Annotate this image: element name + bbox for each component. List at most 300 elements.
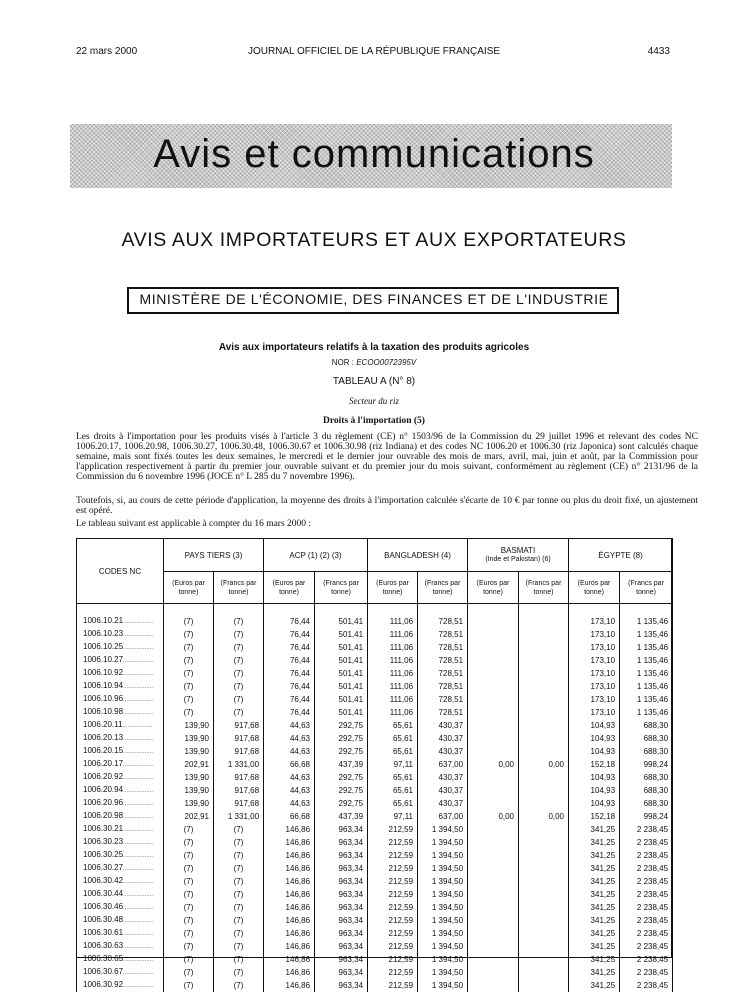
table-frame [76, 538, 672, 958]
nor-label: NOR : [332, 358, 354, 367]
group-header: PAYS TIERS (3) [164, 539, 264, 572]
leader-dots: .................. [123, 814, 153, 820]
rate-cell: 1 135,46 [620, 641, 673, 654]
rate-cell: 65,61 [368, 797, 418, 810]
rate-cell: 501,41 [315, 641, 368, 654]
rate-cell: 111,06 [368, 641, 418, 654]
nc-code: 1006.30.42 [83, 876, 123, 885]
rate-cell: 917,68 [214, 719, 264, 732]
rate-cell: 212,59 [368, 862, 418, 875]
rate-cell: 292,75 [315, 771, 368, 784]
rate-cell: 212,59 [368, 940, 418, 953]
rate-cell: 173,10 [569, 693, 620, 706]
nc-code: 1006.10.96 [83, 694, 123, 703]
rate-cell: (7) [214, 693, 264, 706]
rate-cell: 728,51 [418, 615, 468, 628]
rate-cell: 146,86 [264, 953, 315, 966]
rate-cell: 963,34 [315, 901, 368, 914]
unit-euros-header: (Euros par tonne) [164, 572, 214, 604]
rate-cell: 688,30 [620, 719, 673, 732]
rate-cell: 917,68 [214, 784, 264, 797]
rate-cell: (7) [164, 680, 214, 693]
rate-cell: 65,61 [368, 745, 418, 758]
rate-cell: (7) [164, 914, 214, 927]
rate-cell: 173,10 [569, 667, 620, 680]
rate-cell: 292,75 [315, 745, 368, 758]
rate-cell: 341,25 [569, 953, 620, 966]
nc-code: 1006.20.17 [83, 759, 123, 768]
rate-cell: 430,37 [418, 784, 468, 797]
nc-code: 1006.30.48 [83, 915, 123, 924]
rate-cell: 139,90 [164, 797, 214, 810]
rate-cell: 917,68 [214, 797, 264, 810]
leader-dots: .................. [123, 944, 153, 950]
ministry-name: MINISTÈRE DE L'ÉCONOMIE, DES FINANCES ET DE L'INDUSTRIE [0, 291, 748, 307]
paragraph-2: Toutefois, si, au cours de cette période d'application, la moyenne des droits à l'importation calculée s'écarte de 10 € par tonne ou plus du droit fixé, un ajustement est opéré. [76, 496, 698, 516]
journal-title: JOURNAL OFFICIEL DE LA RÉPUBLIQUE FRANÇAISE [0, 46, 748, 57]
leader-dots: .................. [123, 866, 153, 872]
unit-francs-header: (Francs par tonne) [519, 572, 569, 604]
rate-cell: (7) [214, 654, 264, 667]
rate-cell: 76,44 [264, 693, 315, 706]
rate-cell: 0,00 [468, 810, 519, 823]
rate-cell: (7) [214, 888, 264, 901]
rate-cell: 173,10 [569, 680, 620, 693]
rate-cell: 437,39 [315, 758, 368, 771]
rate-cell: 292,75 [315, 719, 368, 732]
nc-code: 1006.10.94 [83, 681, 123, 690]
rate-cell: (7) [214, 823, 264, 836]
rate-cell: (7) [214, 914, 264, 927]
rate-cell: 917,68 [214, 745, 264, 758]
rate-cell: 146,86 [264, 927, 315, 940]
rate-cell: 430,37 [418, 719, 468, 732]
rate-cell: 44,63 [264, 797, 315, 810]
section-title: AVIS AUX IMPORTATEURS ET AUX EXPORTATEURS [0, 229, 748, 252]
unit-euros-header: (Euros par tonne) [569, 572, 620, 604]
rate-cell: 146,86 [264, 914, 315, 927]
rate-cell: 1 394,50 [418, 888, 468, 901]
rate-cell: 76,44 [264, 641, 315, 654]
rate-cell: 1 331,00 [214, 758, 264, 771]
rate-cell: (7) [164, 901, 214, 914]
leader-dots: .................. [123, 970, 153, 976]
rate-cell: (7) [164, 641, 214, 654]
rate-cell: 0,00 [519, 810, 569, 823]
rate-cell: (7) [214, 966, 264, 979]
rate-cell: 212,59 [368, 901, 418, 914]
rate-cell: 1 394,50 [418, 875, 468, 888]
rate-cell: 111,06 [368, 628, 418, 641]
rate-cell: 2 238,45 [620, 979, 673, 992]
leader-dots: .................. [123, 931, 153, 937]
rate-cell: (7) [214, 667, 264, 680]
leader-dots: .................. [123, 957, 153, 963]
rate-cell: 146,86 [264, 966, 315, 979]
rate-cell: (7) [164, 823, 214, 836]
rate-cell: 65,61 [368, 732, 418, 745]
rate-cell: 152,18 [569, 758, 620, 771]
rate-cell: 2 238,45 [620, 940, 673, 953]
leader-dots: .................. [123, 827, 153, 833]
nc-code: 1006.30.46 [83, 902, 123, 911]
rate-cell: 2 238,45 [620, 849, 673, 862]
rate-cell: (7) [214, 901, 264, 914]
rate-cell: 430,37 [418, 771, 468, 784]
section-heading: Droits à l'importation (5) [0, 416, 748, 426]
rate-cell: 2 238,45 [620, 914, 673, 927]
group-header: ACP (1) (2) (3) [264, 539, 368, 572]
leader-dots: .................. [123, 632, 153, 638]
page-number: 4433 [648, 46, 670, 57]
nc-code: 1006.20.98 [83, 811, 123, 820]
leader-dots: .................. [123, 671, 153, 677]
rate-cell: 2 238,45 [620, 823, 673, 836]
rate-cell: 292,75 [315, 784, 368, 797]
rate-cell: 341,25 [569, 914, 620, 927]
paragraph-3: Le tableau suivant est applicable à compter du 16 mars 2000 : [76, 519, 698, 529]
unit-francs-header: (Francs par tonne) [620, 572, 673, 604]
rate-cell: 688,30 [620, 732, 673, 745]
rate-cell: 104,93 [569, 771, 620, 784]
rate-cell: 173,10 [569, 706, 620, 719]
nc-code: 1006.10.27 [83, 655, 123, 664]
rate-cell: 104,93 [569, 784, 620, 797]
nc-code: 1006.30.27 [83, 863, 123, 872]
rate-cell: 1 135,46 [620, 680, 673, 693]
unit-francs-header: (Francs par tonne) [315, 572, 368, 604]
rate-cell: 146,86 [264, 823, 315, 836]
rate-cell: 76,44 [264, 680, 315, 693]
nc-code: 1006.20.11 [83, 720, 122, 729]
rate-cell: 202,91 [164, 758, 214, 771]
leader-dots: .................. [123, 918, 153, 924]
rate-cell: 963,34 [315, 849, 368, 862]
rate-cell: 1 394,50 [418, 836, 468, 849]
nc-code: 1006.10.21 [83, 616, 123, 625]
unit-euros-header: (Euros par tonne) [468, 572, 519, 604]
rate-cell: 341,25 [569, 888, 620, 901]
leader-dots: .................. [123, 853, 153, 859]
rate-cell: 2 238,45 [620, 836, 673, 849]
banner-title: Avis et communications [0, 132, 748, 177]
rate-cell: 97,11 [368, 810, 418, 823]
leader-dots: .................. [123, 983, 153, 989]
leader-dots: .................. [123, 762, 153, 768]
issue-date: 22 mars 2000 [76, 46, 137, 57]
rate-cell: 146,86 [264, 875, 315, 888]
rate-cell: 146,86 [264, 979, 315, 992]
nc-code: 1006.30.67 [83, 967, 123, 976]
rate-cell: 1 394,50 [418, 849, 468, 862]
table-row [77, 979, 673, 992]
rate-cell: 111,06 [368, 693, 418, 706]
rate-cell: (7) [164, 615, 214, 628]
rate-cell: (7) [214, 628, 264, 641]
rate-cell: 963,34 [315, 979, 368, 992]
rate-cell: 146,86 [264, 888, 315, 901]
rate-cell: 104,93 [569, 719, 620, 732]
nc-code: 1006.10.98 [83, 707, 123, 716]
rate-cell: 66,68 [264, 810, 315, 823]
codes-header: CODES NC [77, 539, 164, 604]
rate-cell: (7) [214, 862, 264, 875]
leader-dots: .................. [123, 775, 153, 781]
rate-cell: 1 135,46 [620, 706, 673, 719]
rate-cell: 104,93 [569, 797, 620, 810]
rate-cell: 292,75 [315, 732, 368, 745]
rate-cell: 501,41 [315, 654, 368, 667]
rate-cell: 998,24 [620, 810, 673, 823]
rate-cell: 104,93 [569, 732, 620, 745]
nc-code: 1006.20.92 [83, 772, 123, 781]
rate-cell: (7) [164, 927, 214, 940]
rate-cell: (7) [214, 953, 264, 966]
rate-cell: 688,30 [620, 771, 673, 784]
rate-cell: 2 238,45 [620, 966, 673, 979]
rate-cell: 963,34 [315, 836, 368, 849]
rate-cell: 2 238,45 [620, 953, 673, 966]
rate-cell: (7) [214, 979, 264, 992]
rate-cell: 66,68 [264, 758, 315, 771]
rate-cell: (7) [164, 628, 214, 641]
rate-cell: 1 394,50 [418, 862, 468, 875]
nc-code: 1006.10.23 [83, 629, 123, 638]
rate-cell: 341,25 [569, 940, 620, 953]
rate-cell: 97,11 [368, 758, 418, 771]
rate-cell: 1 394,50 [418, 966, 468, 979]
rate-cell: 1 394,50 [418, 901, 468, 914]
rate-cell: 1 394,50 [418, 927, 468, 940]
leader-dots: .................. [123, 684, 153, 690]
table-row [77, 966, 673, 979]
rate-cell: (7) [164, 862, 214, 875]
group-header: ÉGYPTE (8) [569, 539, 673, 572]
nc-code-cell [77, 979, 164, 992]
rate-cell: 139,90 [164, 745, 214, 758]
rate-cell: 998,24 [620, 758, 673, 771]
rate-cell: (7) [214, 706, 264, 719]
nc-code: 1006.30.25 [83, 850, 123, 859]
rate-cell: 728,51 [418, 706, 468, 719]
rate-cell [468, 979, 519, 992]
unit-euros-header: (Euros par tonne) [264, 572, 315, 604]
rate-cell: 44,63 [264, 732, 315, 745]
rate-cell: 963,34 [315, 823, 368, 836]
rate-cell: 139,90 [164, 771, 214, 784]
rate-cell: (7) [214, 875, 264, 888]
rate-cell: 173,10 [569, 641, 620, 654]
rate-cell: 111,06 [368, 615, 418, 628]
rate-cell: 139,90 [164, 732, 214, 745]
notice-title: Avis aux importateurs relatifs à la taxation des produits agricoles [0, 342, 748, 353]
leader-dots: .................. [123, 879, 153, 885]
unit-francs-header: (Francs par tonne) [418, 572, 468, 604]
rate-cell: 1 135,46 [620, 693, 673, 706]
rate-cell: 501,41 [315, 706, 368, 719]
rate-cell: 212,59 [368, 914, 418, 927]
leader-dots: .................. [123, 892, 153, 898]
rate-cell: (7) [164, 836, 214, 849]
rate-cell: 688,30 [620, 797, 673, 810]
rate-cell: 501,41 [315, 667, 368, 680]
rate-cell: 728,51 [418, 641, 468, 654]
basmati-sublabel: (Inde et Pakistan) (6) [468, 555, 568, 564]
rate-cell: 212,59 [368, 953, 418, 966]
rate-cell: 501,41 [315, 615, 368, 628]
rate-cell: 963,34 [315, 927, 368, 940]
rate-cell: 1 394,50 [418, 979, 468, 992]
rate-cell: 202,91 [164, 810, 214, 823]
rate-cell: 430,37 [418, 745, 468, 758]
rate-cell: 104,93 [569, 745, 620, 758]
rate-cell: (7) [164, 966, 214, 979]
rate-cell: 688,30 [620, 745, 673, 758]
rate-cell: 212,59 [368, 888, 418, 901]
group-header: BANGLADESH (4) [368, 539, 468, 572]
rate-cell: 76,44 [264, 654, 315, 667]
rate-cell: 139,90 [164, 719, 214, 732]
rate-cell: 963,34 [315, 940, 368, 953]
rate-cell: 212,59 [368, 875, 418, 888]
rate-cell: 146,86 [264, 940, 315, 953]
rate-cell: 341,25 [569, 849, 620, 862]
basmati-label: BASMATI [468, 546, 568, 555]
rate-cell: 501,41 [315, 680, 368, 693]
rate-cell: 173,10 [569, 654, 620, 667]
rate-cell: 963,34 [315, 875, 368, 888]
rate-cell: 2 238,45 [620, 901, 673, 914]
rate-cell: 212,59 [368, 927, 418, 940]
rate-cell: 212,59 [368, 966, 418, 979]
rate-cell: 76,44 [264, 615, 315, 628]
rate-cell: 341,25 [569, 823, 620, 836]
rate-cell: 341,25 [569, 966, 620, 979]
rate-cell: 146,86 [264, 901, 315, 914]
leader-dots: .................. [123, 710, 153, 716]
rate-cell: 212,59 [368, 979, 418, 992]
leader-dots: .................. [123, 619, 153, 625]
rate-cell: (7) [214, 615, 264, 628]
rate-cell: 173,10 [569, 628, 620, 641]
nc-code: 1006.10.25 [83, 642, 123, 651]
running-header [0, 46, 748, 60]
rate-cell: 1 331,00 [214, 810, 264, 823]
leader-dots: .................. [123, 788, 153, 794]
rate-cell [519, 966, 569, 979]
rate-cell: (7) [164, 875, 214, 888]
rate-cell: 111,06 [368, 680, 418, 693]
nc-code: 1006.30.63 [83, 941, 123, 950]
sector-label: Secteur du riz [0, 396, 748, 406]
rate-cell: 139,90 [164, 784, 214, 797]
rate-cell: 728,51 [418, 693, 468, 706]
rate-cell: 76,44 [264, 628, 315, 641]
rate-cell: 111,06 [368, 654, 418, 667]
rate-cell: (7) [164, 849, 214, 862]
table-title: TABLEAU A (N° 8) [0, 376, 748, 387]
rate-cell [468, 966, 519, 979]
nc-code: 1006.30.21 [83, 824, 123, 833]
rate-cell: 0,00 [519, 758, 569, 771]
rate-cell: 430,37 [418, 732, 468, 745]
rate-cell: (7) [164, 940, 214, 953]
rate-cell: (7) [164, 706, 214, 719]
leader-dots: .................. [123, 749, 153, 755]
rate-cell: (7) [214, 836, 264, 849]
rate-cell: 65,61 [368, 784, 418, 797]
rate-cell: (7) [214, 641, 264, 654]
rate-cell: 146,86 [264, 862, 315, 875]
unit-euros-header: (Euros par tonne) [368, 572, 418, 604]
nc-code: 1006.30.61 [83, 928, 123, 937]
rate-cell: 963,34 [315, 966, 368, 979]
rate-cell: 44,63 [264, 771, 315, 784]
rate-cell: 1 135,46 [620, 654, 673, 667]
rate-cell: 1 394,50 [418, 914, 468, 927]
rate-cell: 65,61 [368, 719, 418, 732]
rate-cell: 430,37 [418, 797, 468, 810]
rate-cell: (7) [164, 979, 214, 992]
rate-cell [519, 979, 569, 992]
rate-cell: 501,41 [315, 693, 368, 706]
rate-cell: 963,34 [315, 888, 368, 901]
rate-cell: 728,51 [418, 654, 468, 667]
rate-cell: 76,44 [264, 706, 315, 719]
nc-code: 1006.20.13 [83, 733, 123, 742]
rate-cell: 173,10 [569, 615, 620, 628]
rate-cell: 212,59 [368, 823, 418, 836]
rate-cell: 341,25 [569, 901, 620, 914]
rate-cell: 0,00 [468, 758, 519, 771]
rate-cell: 2 238,45 [620, 875, 673, 888]
nc-code: 1006.20.94 [83, 785, 123, 794]
rate-cell: 2 238,45 [620, 888, 673, 901]
rate-cell: 146,86 [264, 836, 315, 849]
rate-cell: (7) [164, 888, 214, 901]
leader-dots: .................. [123, 840, 153, 846]
rate-cell: (7) [214, 940, 264, 953]
rate-cell: 501,41 [315, 628, 368, 641]
rate-cell: (7) [164, 693, 214, 706]
rate-cell: (7) [214, 680, 264, 693]
rate-cell: 437,39 [315, 810, 368, 823]
rate-cell: 111,06 [368, 667, 418, 680]
rate-cell: 76,44 [264, 667, 315, 680]
rate-cell: 341,25 [569, 862, 620, 875]
rate-cell: 963,34 [315, 862, 368, 875]
rate-cell: 146,86 [264, 849, 315, 862]
rate-cell: 1 135,46 [620, 628, 673, 641]
rate-cell: 212,59 [368, 849, 418, 862]
rate-cell: 1 135,46 [620, 615, 673, 628]
rate-cell: 212,59 [368, 836, 418, 849]
rate-cell: 688,30 [620, 784, 673, 797]
rate-cell: 637,00 [418, 758, 468, 771]
nc-code: 1006.20.15 [83, 746, 123, 755]
rate-cell: 292,75 [315, 797, 368, 810]
rate-cell: 152,18 [569, 810, 620, 823]
leader-dots: .................. [123, 905, 153, 911]
rate-cell: 341,25 [569, 979, 620, 992]
leader-dots: .................. [123, 736, 153, 742]
nc-code: 1006.30.92 [83, 980, 123, 989]
rate-cell: 44,63 [264, 719, 315, 732]
rate-cell: (7) [214, 927, 264, 940]
rate-cell: 1 394,50 [418, 823, 468, 836]
rate-cell: (7) [164, 953, 214, 966]
rate-cell: 44,63 [264, 784, 315, 797]
